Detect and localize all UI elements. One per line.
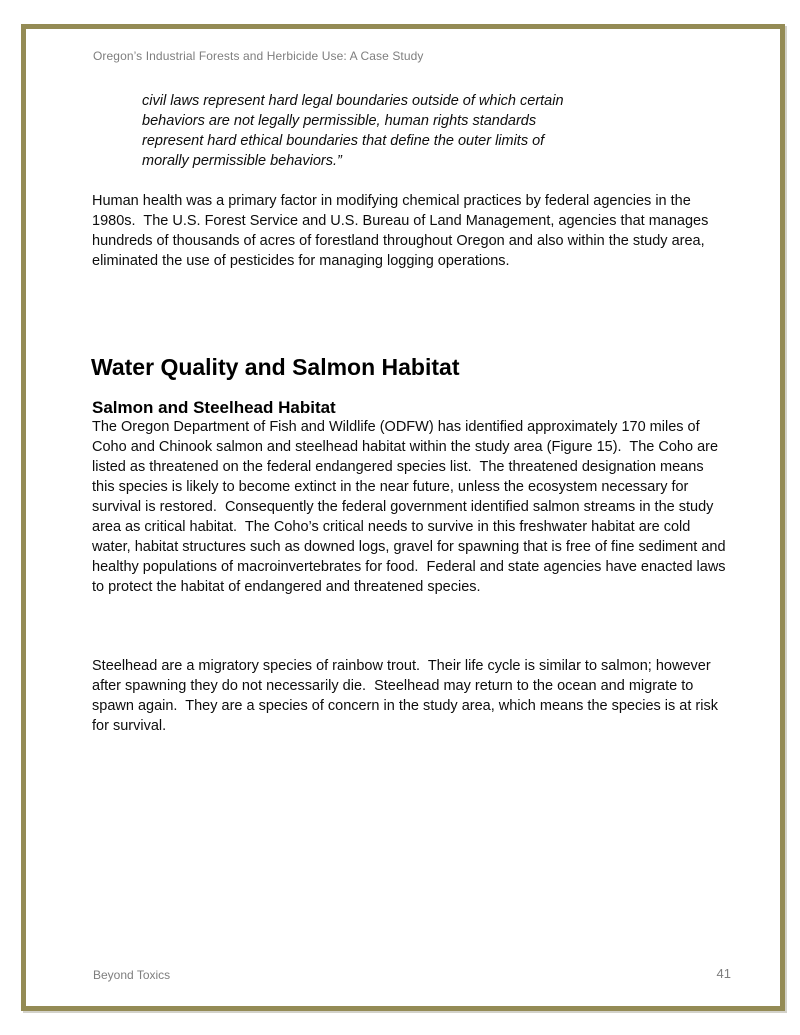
paragraph-steelhead: Steelhead are a migratory species of rainbow trout. Their life cycle is similar to salmon; however after spawning they do not necessarily die. Steelhead may return to the ocean and migrate to spawn again. They are a species of concern in the study area, which means the species is at risk for survival. (92, 658, 723, 734)
section-heading-water-quality: Water Quality and Salmon Habitat (91, 354, 460, 380)
paragraph-human-health: Human health was a primary factor in modifying chemical practices by federal agencies in the 1980s. The U.S. Forest Service and U.S. Bureau of Land Management, agencies that manages hundreds of thousands of acres of forestland throughout Oregon and also within the study area, eliminated the use of pesticides for managing logging operations. (92, 193, 713, 269)
running-header: Oregon’s Industrial Forests and Herbicide Use: A Case Study (93, 49, 424, 63)
paragraph-salmon-habitat: The Oregon Department of Fish and Wildlife (ODFW) has identified approximately 170 miles of Coho and Chinook salmon and steelhead habitat within the study area (Figure 15). The Coho are listed as threatened on the federal endangered species list. The threatened designation means this species is likely to become extinct in the near future, unless the ecosystem necessary for survival is restored. Consequently the federal government identified salmon streams in the study area as critical habitat. The Coho’s critical needs to survive in this freshwater habitat are cold water, habitat structures such as downed logs, gravel for spawning that is free of fine sediment and healthy populations of macroinvertebrates for food. Federal and state agencies have enacted laws to protect the habitat of endangered and threatened species. (92, 419, 730, 595)
quote-line: behaviors are not legally permissible, human rights standards (142, 113, 537, 129)
quote-line: civil laws represent hard legal boundaries outside of which certain (142, 93, 564, 109)
block-quote (142, 91, 564, 171)
subsection-heading-salmon-steelhead: Salmon and Steelhead Habitat (92, 398, 336, 417)
footer-organization: Beyond Toxics (93, 968, 171, 982)
quote-line: morally permissible behaviors.” (142, 153, 342, 169)
page-number: 41 (716, 966, 731, 981)
quote-line: represent hard ethical boundaries that define the outer limits of (142, 133, 545, 149)
